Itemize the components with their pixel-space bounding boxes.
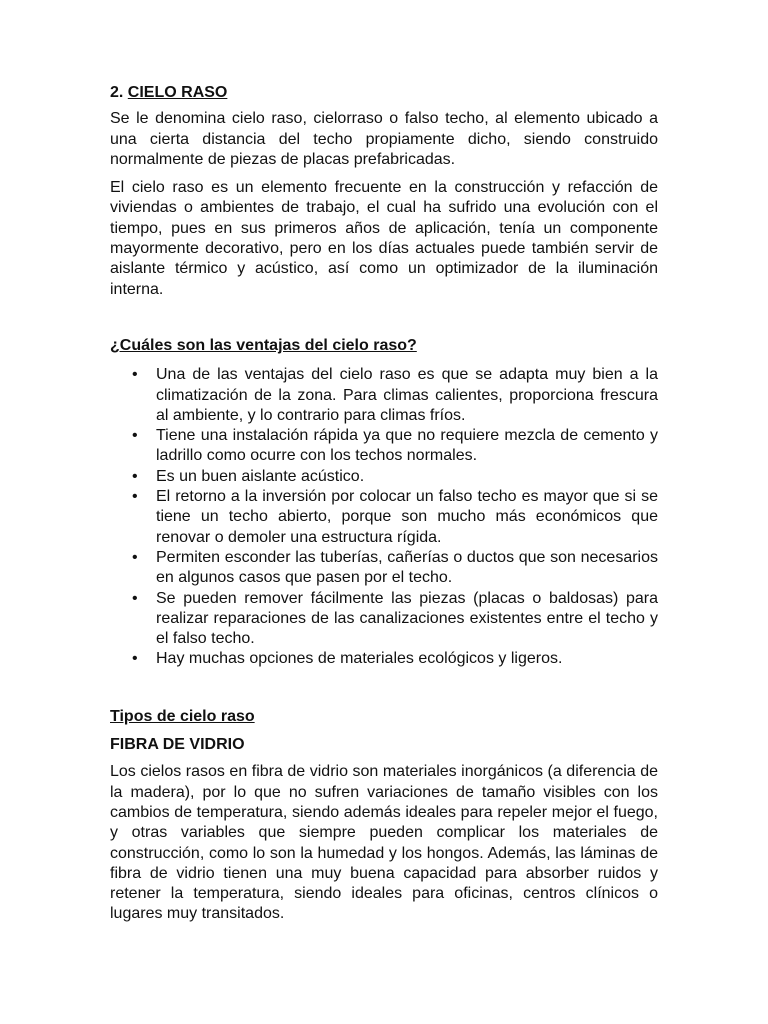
list-item: • Tiene una instalación rápida ya que no requiere mezcla de cemento y ladrillo como ocurre con los techos normales. (156, 426, 658, 467)
section-number: 2. (110, 84, 124, 101)
fibra-de-vidrio-heading: FIBRA DE VIDRIO (110, 736, 245, 754)
section-heading-cielo-raso (110, 83, 658, 103)
list-item: • Una de las ventajas del cielo raso es que se adapta muy bien a la climatización de la zona. Para climas calientes, proporciona frescura al ambiente, y lo contrario para climas fríos. (156, 365, 658, 426)
list-item: • Es un buen aislante acústico. (156, 467, 658, 487)
fibra-de-vidrio-paragraph: Los cielos rasos en fibra de vidrio son materiales inorgánicos (a diferencia de la madera), por lo que no sufren variaciones de tamaño visibles con los cambios de temperatura, siendo además ideales para repeler mejor el fuego, y otras variables que siempre pueden complicar los materiales de construcción, como lo son la humedad y los hongos. Además, las láminas de fibra de vidrio tienen una muy buena capacidad para absorber ruidos y retener la temperatura, siendo ideales para oficinas, centros clínicos o lugares muy transitados. (110, 763, 658, 923)
intro-paragraph-2: El cielo raso es un elemento frecuente en la construcción y refacción de viviendas o ambientes de trabajo, el cual ha sufrido una evolución con el tiempo, pues en sus primeros años de aplicación, tenía un componente mayormente decorativo, pero en los días actuales puede también servir de aislante térmico y acústico, así como un optimizador de la iluminación interna. (110, 179, 658, 298)
section-title: CIELO RASO (127, 84, 228, 101)
intro-paragraph-1: Se le denomina cielo raso, cielorraso o falso techo, al elemento ubicado a una cierta distancia del techo propiamente dicho, siendo construido normalmente de piezas de placas prefabricadas. (110, 110, 658, 168)
tipos-heading: Tipos de cielo raso (110, 707, 255, 725)
list-item: • Permiten esconder las tuberías, cañerías o ductos que son necesarios en algunos casos que pasen por el techo. (156, 548, 658, 589)
ventajas-list (110, 365, 658, 669)
list-item: • Se pueden remover fácilmente las piezas (placas o baldosas) para realizar reparaciones de las canalizaciones existentes entre el techo y el falso techo. (156, 589, 658, 650)
list-item: • El retorno a la inversión por colocar un falso techo es mayor que si se tiene un techo abierto, porque son mucho más económicos que renovar o demoler una estructura rígida. (156, 487, 658, 548)
list-item: • Hay muchas opciones de materiales ecológicos y ligeros. (156, 649, 658, 669)
ventajas-heading: ¿Cuáles son las ventajas del cielo raso? (110, 336, 417, 354)
